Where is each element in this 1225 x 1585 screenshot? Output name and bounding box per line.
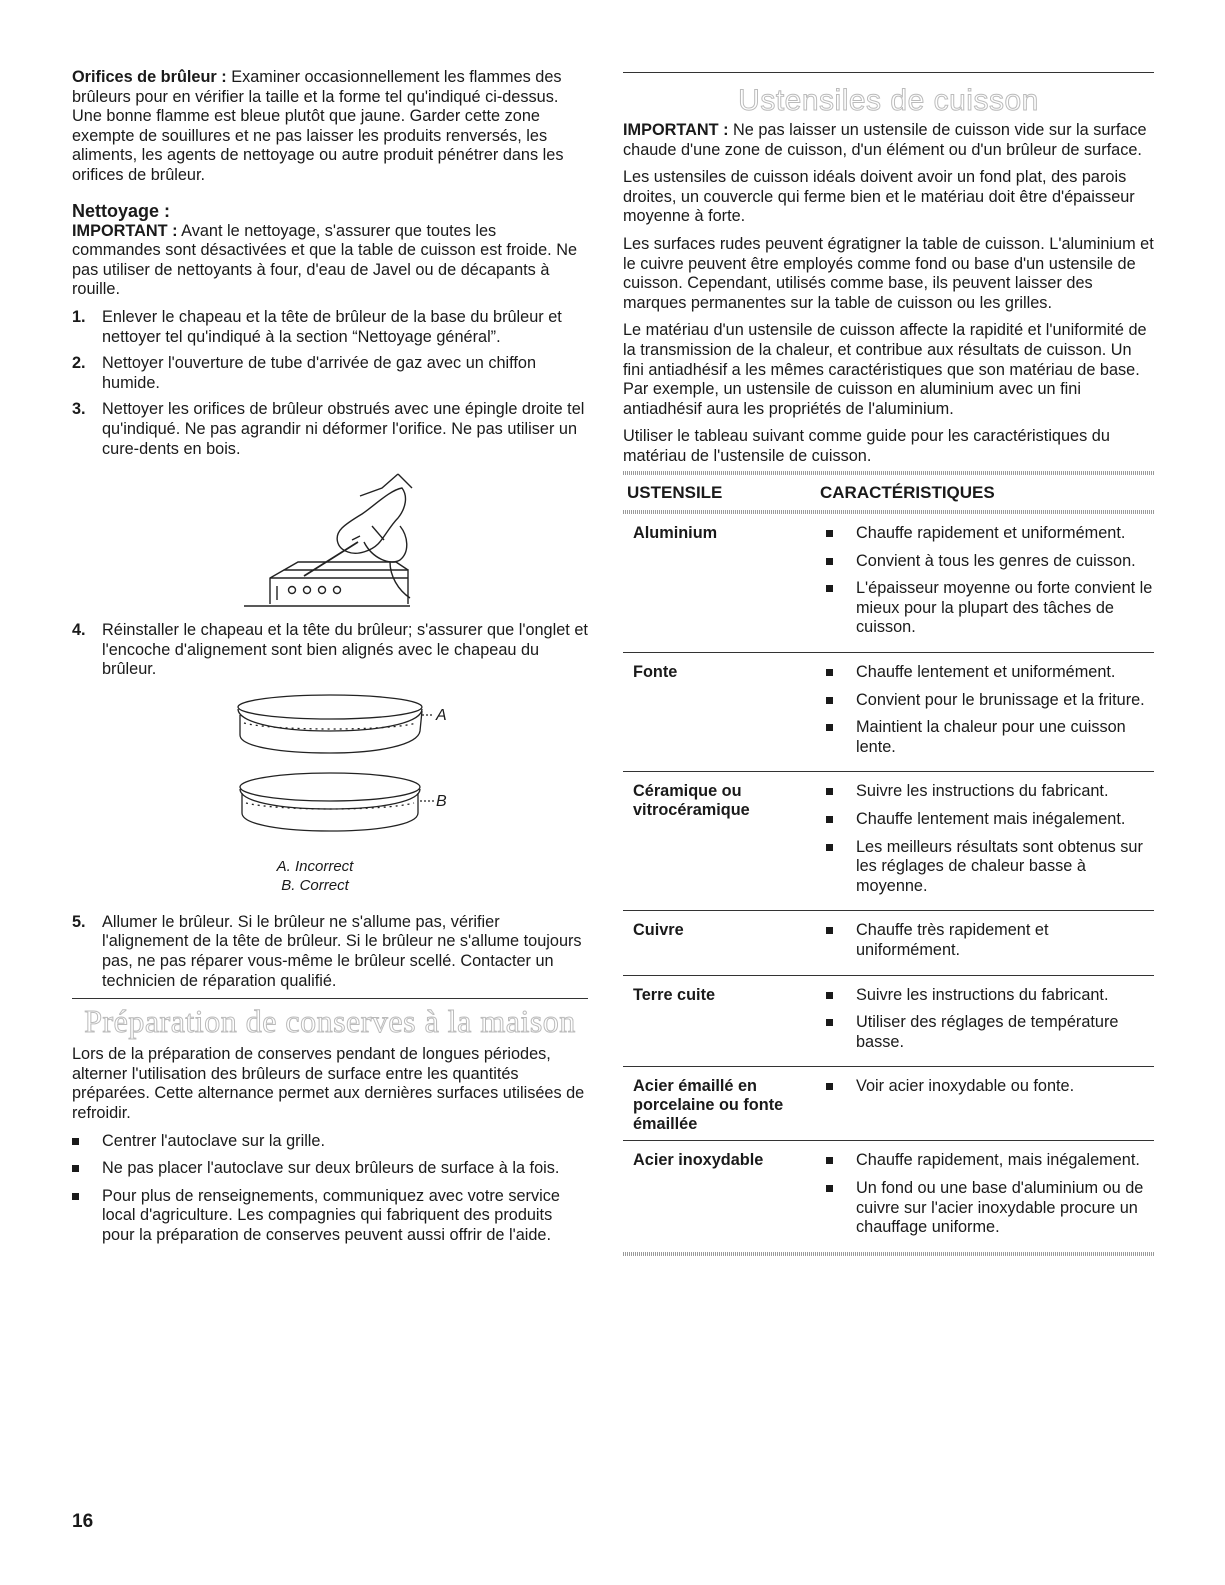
char-text: Suivre les instructions du fabricant. — [856, 782, 1109, 801]
canning-bullet-text: Pour plus de renseignements, communiquez avec votre service local d'agriculture. Les compagnies qui fabriquent des produits pour la préparation de conserves peuvent aussi offrir de l'aide. — [102, 1186, 560, 1244]
char-text: Suivre les instructions du fabricant. — [856, 985, 1109, 1004]
bullet-square-icon — [826, 697, 833, 704]
cleaning-important-text: Avant le nettoyage, s'assurer que toutes les commandes sont désactivées et que la table de cuisson est froide. Ne pas utiliser de nettoyants à four, d'eau de Javel ou de décapants à rouille. — [72, 221, 578, 299]
table-header-row — [623, 475, 1154, 511]
bullet-square-icon — [826, 669, 833, 676]
left-column — [72, 0, 588, 1254]
cookware-paragraph: Utiliser le tableau suivant comme guide pour les caractéristiques du matériau de l'ustensile de cuisson. — [623, 427, 1110, 465]
cookware-important — [623, 121, 1154, 160]
step-number: 2. — [72, 354, 86, 373]
cookware-table — [623, 475, 1154, 511]
bullet-square-icon — [72, 1165, 79, 1172]
table-row — [623, 514, 1154, 652]
cookware-title: Ustensiles de cuisson — [738, 84, 1039, 117]
canning-bullet-text: Centrer l'autoclave sur la grille. — [102, 1131, 326, 1150]
canning-rule — [72, 998, 588, 999]
char-item — [826, 921, 1154, 960]
char-text: Convient à tous les genres de cuisson. — [856, 551, 1136, 570]
char-text: Convient pour le brunissage et la friture. — [856, 690, 1145, 709]
char-item — [826, 691, 1154, 711]
char-text: Chauffe rapidement, mais inégalement. — [856, 1151, 1140, 1170]
canning-title: Préparation de conserves à la maison — [84, 1003, 576, 1040]
bullet-square-icon — [826, 1083, 833, 1090]
cleaning-important — [72, 222, 588, 300]
char-item — [826, 552, 1154, 572]
char-text: Chauffe très rapidement et uniformément. — [856, 921, 1049, 959]
bullet-square-icon — [826, 585, 833, 592]
pin-cleaning-illustration — [72, 466, 588, 621]
material-name: Acier émaillé en porcelaine ou fonte émaillée — [623, 1067, 826, 1141]
material-name: Fonte — [623, 653, 826, 772]
char-item — [826, 1077, 1154, 1097]
step-text: Nettoyer les orifices de brûleur obstrués avec une épingle droite tel qu'indiqué. Ne pas agrandir ni déformer l'orifice. Ne pas utiliser un cure-dents en bois. — [102, 400, 585, 458]
cleaning-steps-final — [72, 913, 588, 991]
bullet-square-icon — [826, 927, 833, 934]
canning-bullet — [72, 1132, 588, 1152]
step-number: 5. — [72, 912, 86, 931]
cookware-paragraph: Les surfaces rudes peuvent égratigner la table de cuisson. L'aluminium et le cuivre peuvent être employés comme fond ou base d'un ustensile de cuisson. Cependant, utilisés comme base, ils peuvent laisser des marques permanentes sur la table de cuisson ou les grilles. — [623, 234, 1154, 312]
bullet-square-icon — [826, 844, 833, 851]
orifices-text: Examiner occasionnellement les flammes des brûleurs pour en vérifier la taille et la forme tel qu'indiqué ci-dessus. Une bonne flamme est bleue plutôt que jaune. Garder cette zone exempte de souillures et ne pas laisser les produits renversés, les aliments, les agents de nettoyage ou autre produit pénétrer dans les orifices de brûleur. — [72, 68, 564, 184]
material-name: Acier inoxydable — [633, 1151, 764, 1170]
step-item — [72, 913, 588, 991]
char-item — [826, 986, 1154, 1006]
char-text: Un fond ou une base d'aluminium ou de cuivre sur l'acier inoxydable procure un chauffage uniforme. — [856, 1178, 1144, 1237]
table-bottom-rule — [623, 1252, 1154, 1256]
step-item — [72, 621, 588, 680]
step-item — [72, 400, 588, 459]
caption-a: A. Incorrect — [276, 857, 354, 875]
step-number: 3. — [72, 400, 86, 419]
bullet-square-icon — [826, 1185, 833, 1192]
cookware-paragraph: Le matériau d'un ustensile de cuisson affecte la rapidité et l'uniformité de la transmission de la chaleur, et contribue aux résultats de cuisson. Un fini antiadhésif a les mêmes caractéristiques que son matériau de base. Par exemple, un ustensile de cuisson en aluminium avec un fini antiadhésif aura les propriétés de l'aluminium. — [623, 321, 1147, 418]
material-chars — [826, 772, 1154, 911]
burner-cap-drawing — [72, 687, 588, 857]
bullet-square-icon — [826, 1019, 833, 1026]
table-row — [623, 1141, 1154, 1252]
material-name: Cuivre — [623, 911, 826, 975]
char-item — [826, 1013, 1154, 1052]
char-text: Voir acier inoxydable ou fonte. — [856, 1077, 1075, 1096]
figure-captions — [42, 857, 588, 895]
material-chars — [826, 514, 1154, 652]
cookware-paragraph: Les ustensiles de cuisson idéals doivent avoir un fond plat, des parois droites, un couvercle qui ferme bien et le matériau doit être d'épaisseur moyenne à forte. — [623, 168, 1135, 226]
bullet-square-icon — [826, 992, 833, 999]
label-a: A — [436, 706, 447, 724]
char-item — [826, 1179, 1154, 1238]
char-item — [826, 718, 1154, 757]
bullet-square-icon — [826, 724, 833, 731]
bullet-square-icon — [826, 1157, 833, 1164]
step-text: Enlever le chapeau et la tête de brûleur de la base du brûleur et nettoyer tel qu'indiqué à la section “Nettoyage général”. — [102, 307, 562, 346]
char-text: Maintient la chaleur pour une cuisson lente. — [856, 718, 1126, 756]
cookware-rule — [623, 72, 1154, 73]
char-text: L'épaisseur moyenne ou forte convient le mieux pour la plupart des tâches de cuisson. — [856, 579, 1153, 637]
cookware-important-text: Ne pas laisser un ustensile de cuisson vide sur la surface chaude d'une zone de cuisson, d'un élément ou d'un brûleur de surface. — [623, 121, 1147, 159]
bullet-square-icon — [826, 530, 833, 537]
caption-b: B. Correct — [281, 876, 349, 894]
table-row — [623, 653, 1154, 772]
table-row — [623, 975, 1154, 1067]
bullet-square-icon — [72, 1138, 79, 1145]
canning-bullets — [72, 1132, 588, 1246]
char-item — [826, 663, 1154, 683]
step-text: Nettoyer l'ouverture de tube d'arrivée de gaz avec un chiffon humide. — [102, 354, 537, 392]
char-item — [826, 782, 1154, 802]
char-text: Chauffe rapidement et uniformément. — [856, 524, 1126, 543]
label-b: B — [436, 792, 447, 810]
step-number: 1. — [72, 307, 86, 326]
material-name: Céramique ou vitrocéramique — [623, 772, 826, 911]
table-row — [623, 911, 1154, 975]
bullet-square-icon — [72, 1193, 79, 1200]
bullet-square-icon — [826, 816, 833, 823]
step-text: Réinstaller le chapeau et la tête du brûleur; s'assurer que l'onglet et l'encoche d'alignement sont bien alignés avec le chapeau du brûleur. — [102, 621, 588, 679]
material-chars — [826, 975, 1154, 1067]
step-item — [72, 354, 588, 393]
char-text: Chauffe lentement et uniformément. — [856, 663, 1116, 682]
char-text: Chauffe lentement mais inégalement. — [856, 810, 1126, 829]
material-chars — [826, 653, 1154, 772]
material-chars — [826, 1141, 1154, 1252]
cleaning-steps-continued — [72, 621, 588, 680]
cleaning-steps — [72, 308, 588, 459]
char-item — [826, 838, 1154, 897]
bullet-square-icon — [826, 558, 833, 565]
header-ustensile: USTENSILE — [627, 482, 723, 502]
material-chars — [826, 911, 1154, 975]
header-caracteristiques: CARACTÉRISTIQUES — [820, 482, 995, 502]
cookware-table-body — [623, 514, 1154, 1252]
cookware-important-lead: IMPORTANT : — [623, 121, 729, 139]
table-row — [623, 1067, 1154, 1141]
char-item — [826, 524, 1154, 544]
char-item — [826, 810, 1154, 830]
bullet-square-icon — [826, 788, 833, 795]
canning-bullet — [72, 1159, 588, 1179]
canning-bullet-text: Ne pas placer l'autoclave sur deux brûleurs de surface à la fois. — [102, 1159, 560, 1178]
right-column — [623, 0, 1154, 1256]
material-name: Terre cuite — [623, 975, 826, 1067]
burner-cap-illustration — [72, 687, 588, 857]
pin-cleaning-drawing — [72, 466, 588, 621]
char-text: Les meilleurs résultats sont obtenus sur les réglages de chaleur basse à moyenne. — [856, 837, 1143, 895]
char-item — [826, 1151, 1154, 1171]
canning-bullet — [72, 1187, 588, 1246]
char-text: Utiliser des réglages de température basse. — [856, 1013, 1119, 1051]
page-number: 16 — [72, 1511, 94, 1532]
material-name: Aluminium — [623, 514, 826, 652]
step-item — [72, 308, 588, 347]
char-item — [826, 579, 1154, 638]
table-row — [623, 772, 1154, 911]
orifices-lead: Orifices de brûleur : — [72, 68, 227, 86]
cleaning-heading: Nettoyage : — [72, 200, 171, 221]
canning-intro: Lors de la préparation de conserves pendant de longues périodes, alterner l'utilisation des brûleurs de surface entre les quantités préparées. Cette alternance permet aux dernières surfaces utilisées de refroidir. — [72, 1045, 585, 1123]
cleaning-important-lead: IMPORTANT : — [72, 221, 178, 240]
material-chars — [826, 1067, 1154, 1141]
orifices-paragraph — [72, 68, 588, 186]
step-text: Allumer le brûleur. Si le brûleur ne s'allume pas, vérifier l'alignement de la tête de brûleur. Si le brûleur ne s'allume toujours pas, ne pas réparer vous-même le brûleur scellé. Contacter un technicien de réparation qualifié. — [102, 912, 582, 990]
step-number: 4. — [72, 621, 86, 640]
